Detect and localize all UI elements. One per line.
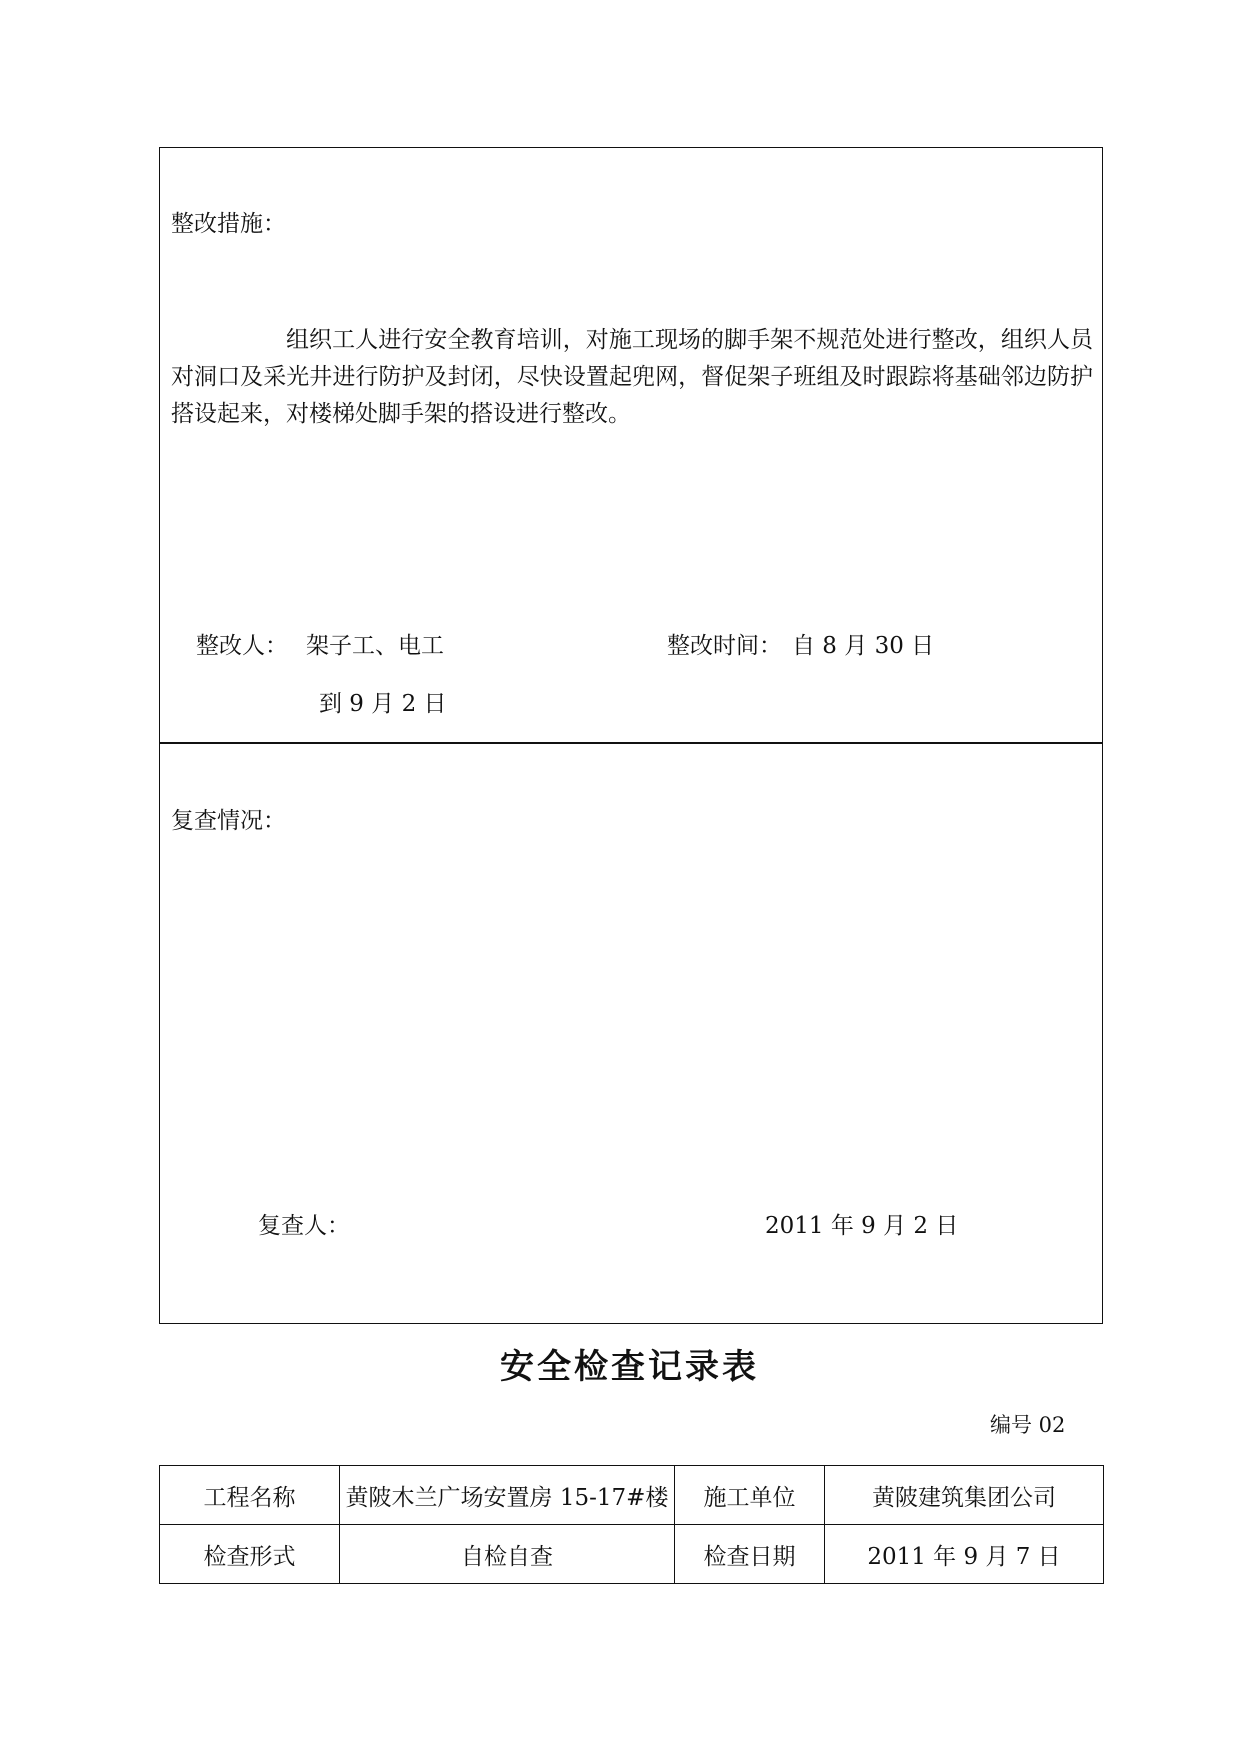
inspection-date-value: 2011 年 9 月 7 日 <box>825 1525 1104 1584</box>
project-name-value: 黄陂木兰广场安置房 15-17#楼 <box>340 1466 675 1525</box>
review-heading: 复查情况： <box>171 808 286 834</box>
rectification-person-value: 架子工、电工 <box>306 633 444 659</box>
record-number: 编号 02 <box>990 1413 1066 1437</box>
rectification-time-to: 到 9 月 2 日 <box>319 691 447 717</box>
record-info-table <box>159 1465 1104 1584</box>
rectification-time-from: 自 8 月 30 日 <box>792 633 935 659</box>
table-row <box>160 1466 1104 1525</box>
rectification-section <box>159 147 1103 744</box>
rectification-person-label: 整改人： <box>196 633 288 659</box>
inspection-type-label: 检查形式 <box>160 1525 340 1584</box>
table-row <box>160 1525 1104 1584</box>
inspection-type-value: 自检自查 <box>340 1525 675 1584</box>
project-name-label: 工程名称 <box>160 1466 340 1525</box>
rectification-time-label: 整改时间： <box>667 633 782 659</box>
record-sheet-title: 安全检查记录表 <box>500 1347 759 1387</box>
rectification-body: 组织工人进行安全教育培训，对施工现场的脚手架不规范处进行整改，组织人员对洞口及采光井进行防护及封闭，尽快设置起兜网，督促架子班组及时跟踪将基础邻边防护搭设起来，对楼梯处脚手架的搭设进行整改。 <box>171 327 1093 427</box>
contractor-label: 施工单位 <box>675 1466 825 1525</box>
rectification-heading: 整改措施： <box>171 211 286 237</box>
inspection-date-label: 检查日期 <box>675 1525 825 1584</box>
reviewer-label: 复查人： <box>258 1213 350 1239</box>
contractor-value: 黄陂建筑集团公司 <box>825 1466 1104 1525</box>
review-date: 2011 年 9 月 2 日 <box>765 1213 959 1239</box>
